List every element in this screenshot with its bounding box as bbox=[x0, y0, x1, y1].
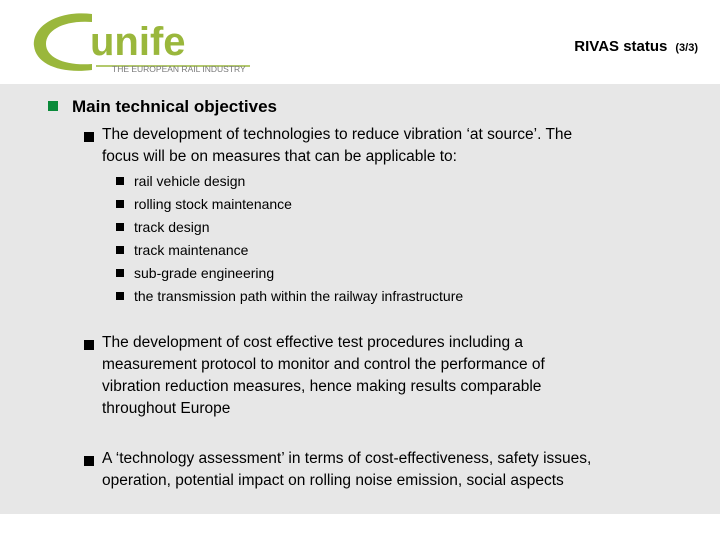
objective-2-line: measurement protocol to monitor and control the performance of bbox=[102, 356, 545, 373]
objective-3-line: A ‘technology assessment’ in terms of cost-effectiveness, safety issues, bbox=[102, 450, 592, 467]
sub-item: rolling stock maintenance bbox=[134, 196, 292, 212]
objective-1 bbox=[102, 124, 692, 168]
sub-bullet-icon bbox=[116, 269, 124, 277]
unife-logo bbox=[30, 8, 260, 78]
objective-2-line: throughout Europe bbox=[102, 400, 231, 417]
objective-2 bbox=[102, 332, 692, 420]
objective-3 bbox=[102, 448, 692, 492]
logo-wordmark: unife bbox=[90, 20, 186, 64]
objective-1-line: focus will be on measures that can be applicable to: bbox=[102, 148, 457, 165]
sub-bullet-icon bbox=[116, 223, 124, 231]
slide-content bbox=[0, 84, 720, 514]
logo-tagline: THE EUROPEAN RAIL INDUSTRY bbox=[112, 64, 246, 74]
sub-bullet-icon bbox=[116, 292, 124, 300]
bullet-icon bbox=[84, 340, 94, 350]
heading-bullet-icon bbox=[48, 101, 58, 111]
sub-bullet-icon bbox=[116, 200, 124, 208]
sub-bullet-icon bbox=[116, 246, 124, 254]
slide-title bbox=[574, 38, 698, 55]
objective-2-line: The development of cost effective test procedures including a bbox=[102, 334, 524, 351]
bullet-icon bbox=[84, 132, 94, 142]
slide-header bbox=[0, 0, 720, 84]
objective-3-line: operation, potential impact on rolling noise emission, social aspects bbox=[102, 472, 564, 489]
section-heading: Main technical objectives bbox=[72, 97, 278, 116]
slide-title-text: RIVAS status bbox=[574, 38, 668, 55]
sub-bullet-icon bbox=[116, 177, 124, 185]
page-indicator: (3/3) bbox=[675, 42, 698, 54]
objective-1-line: The development of technologies to reduce vibration ‘at source’. The bbox=[102, 126, 573, 143]
sub-item: track maintenance bbox=[134, 242, 249, 258]
sub-item: sub-grade engineering bbox=[134, 265, 275, 281]
sub-item: the transmission path within the railway infrastructure bbox=[134, 288, 464, 304]
objective-2-line: vibration reduction measures, hence making results comparable bbox=[102, 378, 542, 395]
sub-item: rail vehicle design bbox=[134, 173, 246, 189]
sub-item: track design bbox=[134, 219, 210, 235]
bullet-icon bbox=[84, 456, 94, 466]
